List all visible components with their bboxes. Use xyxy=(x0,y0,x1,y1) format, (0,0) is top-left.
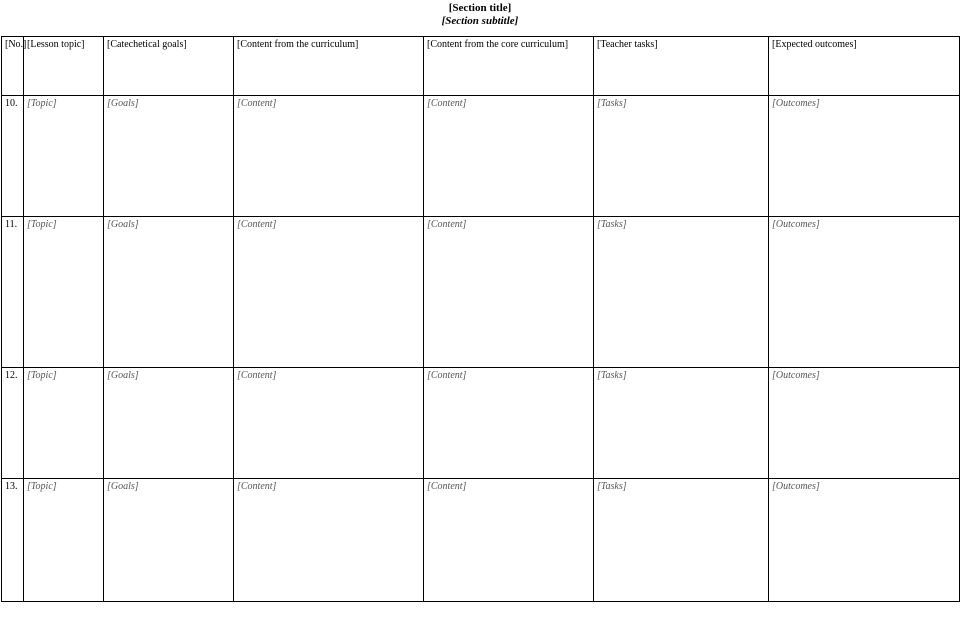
curriculum-table xyxy=(1,36,960,602)
cell-cele: [Goals] xyxy=(104,96,234,217)
header-tresci-program: [Content from the curriculum] xyxy=(234,37,424,96)
cell-tresci-program: [Content] xyxy=(234,479,424,602)
cell-osiagniecia: [Outcomes] xyxy=(769,368,960,479)
cell-tresci-podstawa: [Content] xyxy=(424,368,594,479)
cell-lp: 13. xyxy=(2,479,24,602)
cell-temat: [Topic] xyxy=(24,479,104,602)
header-lp: [No.] xyxy=(2,37,24,96)
cell-tresci-podstawa: [Content] xyxy=(424,96,594,217)
cell-temat: [Topic] xyxy=(24,217,104,368)
cell-osiagniecia: [Outcomes] xyxy=(769,217,960,368)
cell-cele: [Goals] xyxy=(104,479,234,602)
table-row xyxy=(2,217,960,368)
cell-osiagniecia: [Outcomes] xyxy=(769,479,960,602)
cell-lp: 12. xyxy=(2,368,24,479)
cell-tresci-podstawa: [Content] xyxy=(424,217,594,368)
section-subtitle: [Section subtitle] xyxy=(441,15,519,27)
header-cele: [Catechetical goals] xyxy=(104,37,234,96)
header-temat: [Lesson topic] xyxy=(24,37,104,96)
header-zadania: [Teacher tasks] xyxy=(594,37,769,96)
cell-tresci-program: [Content] xyxy=(234,368,424,479)
table-row xyxy=(2,96,960,217)
cell-temat: [Topic] xyxy=(24,368,104,479)
cell-tresci-podstawa: [Content] xyxy=(424,479,594,602)
cell-zadania: [Tasks] xyxy=(594,217,769,368)
table-row xyxy=(2,368,960,479)
table-header-row xyxy=(2,37,960,96)
header-tresci-podstawa: [Content from the core curriculum] xyxy=(424,37,594,96)
cell-temat: [Topic] xyxy=(24,96,104,217)
cell-lp: 11. xyxy=(2,217,24,368)
cell-tresci-program: [Content] xyxy=(234,217,424,368)
cell-zadania: [Tasks] xyxy=(594,368,769,479)
cell-zadania: [Tasks] xyxy=(594,479,769,602)
cell-zadania: [Tasks] xyxy=(594,96,769,217)
header-osiagniecia: [Expected outcomes] xyxy=(769,37,960,96)
cell-cele: [Goals] xyxy=(104,368,234,479)
section-title: [Section title] xyxy=(448,2,512,14)
cell-osiagniecia: [Outcomes] xyxy=(769,96,960,217)
table-row xyxy=(2,479,960,602)
cell-lp: 10. xyxy=(2,96,24,217)
cell-cele: [Goals] xyxy=(104,217,234,368)
cell-tresci-program: [Content] xyxy=(234,96,424,217)
